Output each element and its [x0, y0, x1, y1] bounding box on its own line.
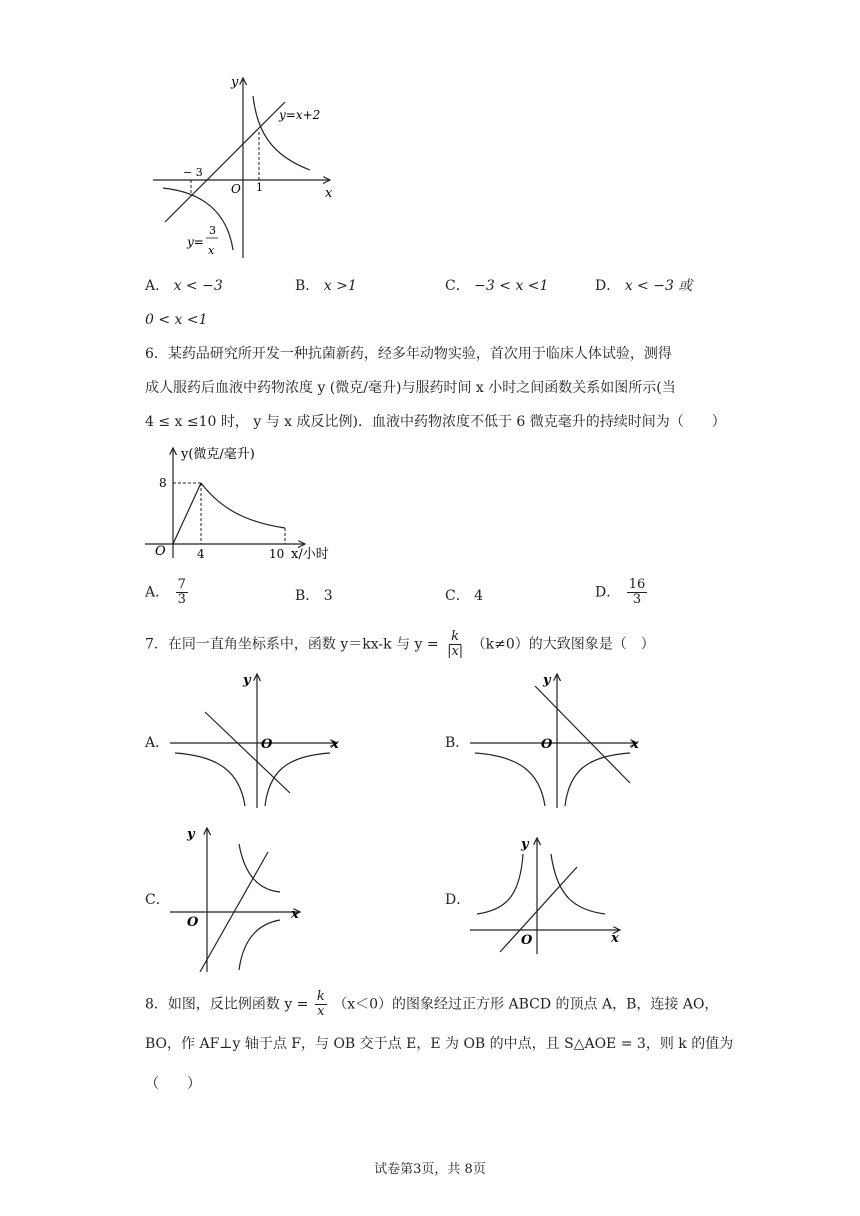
q7-graph-d[interactable] [465, 832, 630, 957]
q7-graph-a[interactable] [165, 668, 345, 813]
svg-text:x: x [631, 737, 639, 752]
q5-graph [145, 70, 345, 265]
q5-option-a[interactable] [145, 276, 223, 296]
option-letter: D． [595, 278, 621, 294]
q5-curve-den: x [208, 244, 215, 257]
option-text: 4 [474, 588, 484, 604]
q6-option-d[interactable] [595, 578, 649, 607]
svg-text:x: x [611, 931, 619, 946]
q7-graph-b[interactable] [465, 668, 645, 813]
option-text: x >1 [323, 278, 357, 294]
fraction: $\frac{k}{x}$ [316, 989, 325, 1019]
q5-origin: O [231, 182, 241, 196]
fraction: $\frac{k}{|x|}$ [447, 629, 464, 659]
option-letter: D． [595, 584, 621, 601]
q7-option-a-label[interactable]: A． [145, 735, 170, 751]
option-letter: B． [295, 588, 320, 604]
q6-y-label: y(微克/毫升) [181, 447, 255, 462]
q8-line-2: BO，作 AF⊥y 轴于点 F，与 OB 交于点 E，E 为 OB 的中点，且 S△AOE = 3，则 k 的值为 [145, 1036, 734, 1052]
q6-graph [145, 440, 370, 565]
q5-line-label: y=x+2 [279, 108, 321, 122]
q6-x-tick-10: 10 [269, 547, 285, 561]
q5-y-label: y [231, 75, 239, 90]
q5-option-d-continued: 0 < x <1 [145, 312, 208, 328]
q7-stem: 7．在同一直角坐标系中，函数 y＝kx-k 与 y = $\frac{k}{|x|}$ （k≠0）的大致图象是（ ） [145, 629, 655, 659]
fraction: $\frac{7}{3}$ [177, 577, 186, 607]
q7-option-c-label[interactable]: C． [145, 892, 170, 908]
svg-text:y: y [243, 673, 251, 688]
page-footer: 试卷第3页，共 8页 [374, 1162, 486, 1177]
option-letter: B． [295, 278, 320, 294]
svg-text:O: O [541, 737, 553, 752]
svg-text:O: O [187, 915, 199, 930]
q6-x-tick-4: 4 [197, 547, 205, 561]
q8-line-1: 8．如图，反比例函数 y = $\frac{k}{x}$ （x＜0）的图象经过正方形 ABCD 的顶点 A，B，连接 AO， [145, 989, 719, 1019]
q6-decay-curve [201, 483, 285, 528]
option-letter: A． [145, 584, 170, 601]
svg-text:x: x [331, 737, 339, 752]
svg-text:y: y [543, 673, 551, 688]
q5-option-c[interactable] [445, 276, 548, 296]
fraction: $\frac{16}{3}$ [628, 577, 646, 607]
q6-option-c[interactable] [445, 586, 483, 606]
svg-text:y: y [521, 837, 529, 852]
q6-x-label: x/小时 [291, 547, 329, 562]
q5-tick-1: 1 [256, 181, 263, 194]
svg-text:x: x [291, 907, 299, 922]
q5-curve-label: y= [187, 235, 204, 249]
q5-tick-neg3: − 3 [183, 166, 203, 179]
option-text: x < −3 或 [624, 278, 693, 294]
q6-option-b[interactable] [295, 586, 333, 606]
option-letter: C． [445, 278, 470, 294]
q6-rise-segment [173, 483, 201, 544]
option-text: −3 < x <1 [474, 278, 549, 294]
q5-option-b[interactable] [295, 276, 357, 296]
q7-option-d-label[interactable]: D． [445, 892, 471, 908]
q6-y-tick-8: 8 [159, 476, 167, 490]
q5-curve-num: 3 [209, 224, 216, 237]
q7-graph-c[interactable] [165, 822, 315, 977]
option-text: x < −3 [173, 278, 223, 294]
option-letter: C． [445, 588, 470, 604]
q5-x-label: x [325, 186, 333, 201]
svg-text:O: O [261, 737, 273, 752]
q6-line-1: 6．某药品研究所开发一种抗菌新药，经多年动物实验，首次用于临床人体试验，测得 [145, 346, 672, 362]
q7-option-b-label[interactable]: B． [445, 735, 470, 751]
q8-line-3: （ ） [145, 1076, 201, 1092]
line-y-x-plus-2 [165, 102, 285, 222]
option-text: 3 [323, 588, 333, 604]
svg-text:O: O [521, 933, 533, 948]
q6-origin: O [155, 544, 166, 559]
q6-option-a[interactable] [145, 578, 190, 607]
q5-option-d[interactable] [595, 276, 692, 296]
svg-text:y: y [187, 827, 195, 842]
option-letter: A． [145, 278, 170, 294]
q6-line-3: 4 ≤ x ≤10 时， y 与 x 成反比例)．血液中药物浓度不低于 6 微克毫升的持续时间为（ ） [145, 414, 726, 430]
q6-line-2: 成人服药后血液中药物浓度 y (微克/毫升)与服药时间 x 小时之间函数关系如图所示(当 [145, 380, 676, 396]
